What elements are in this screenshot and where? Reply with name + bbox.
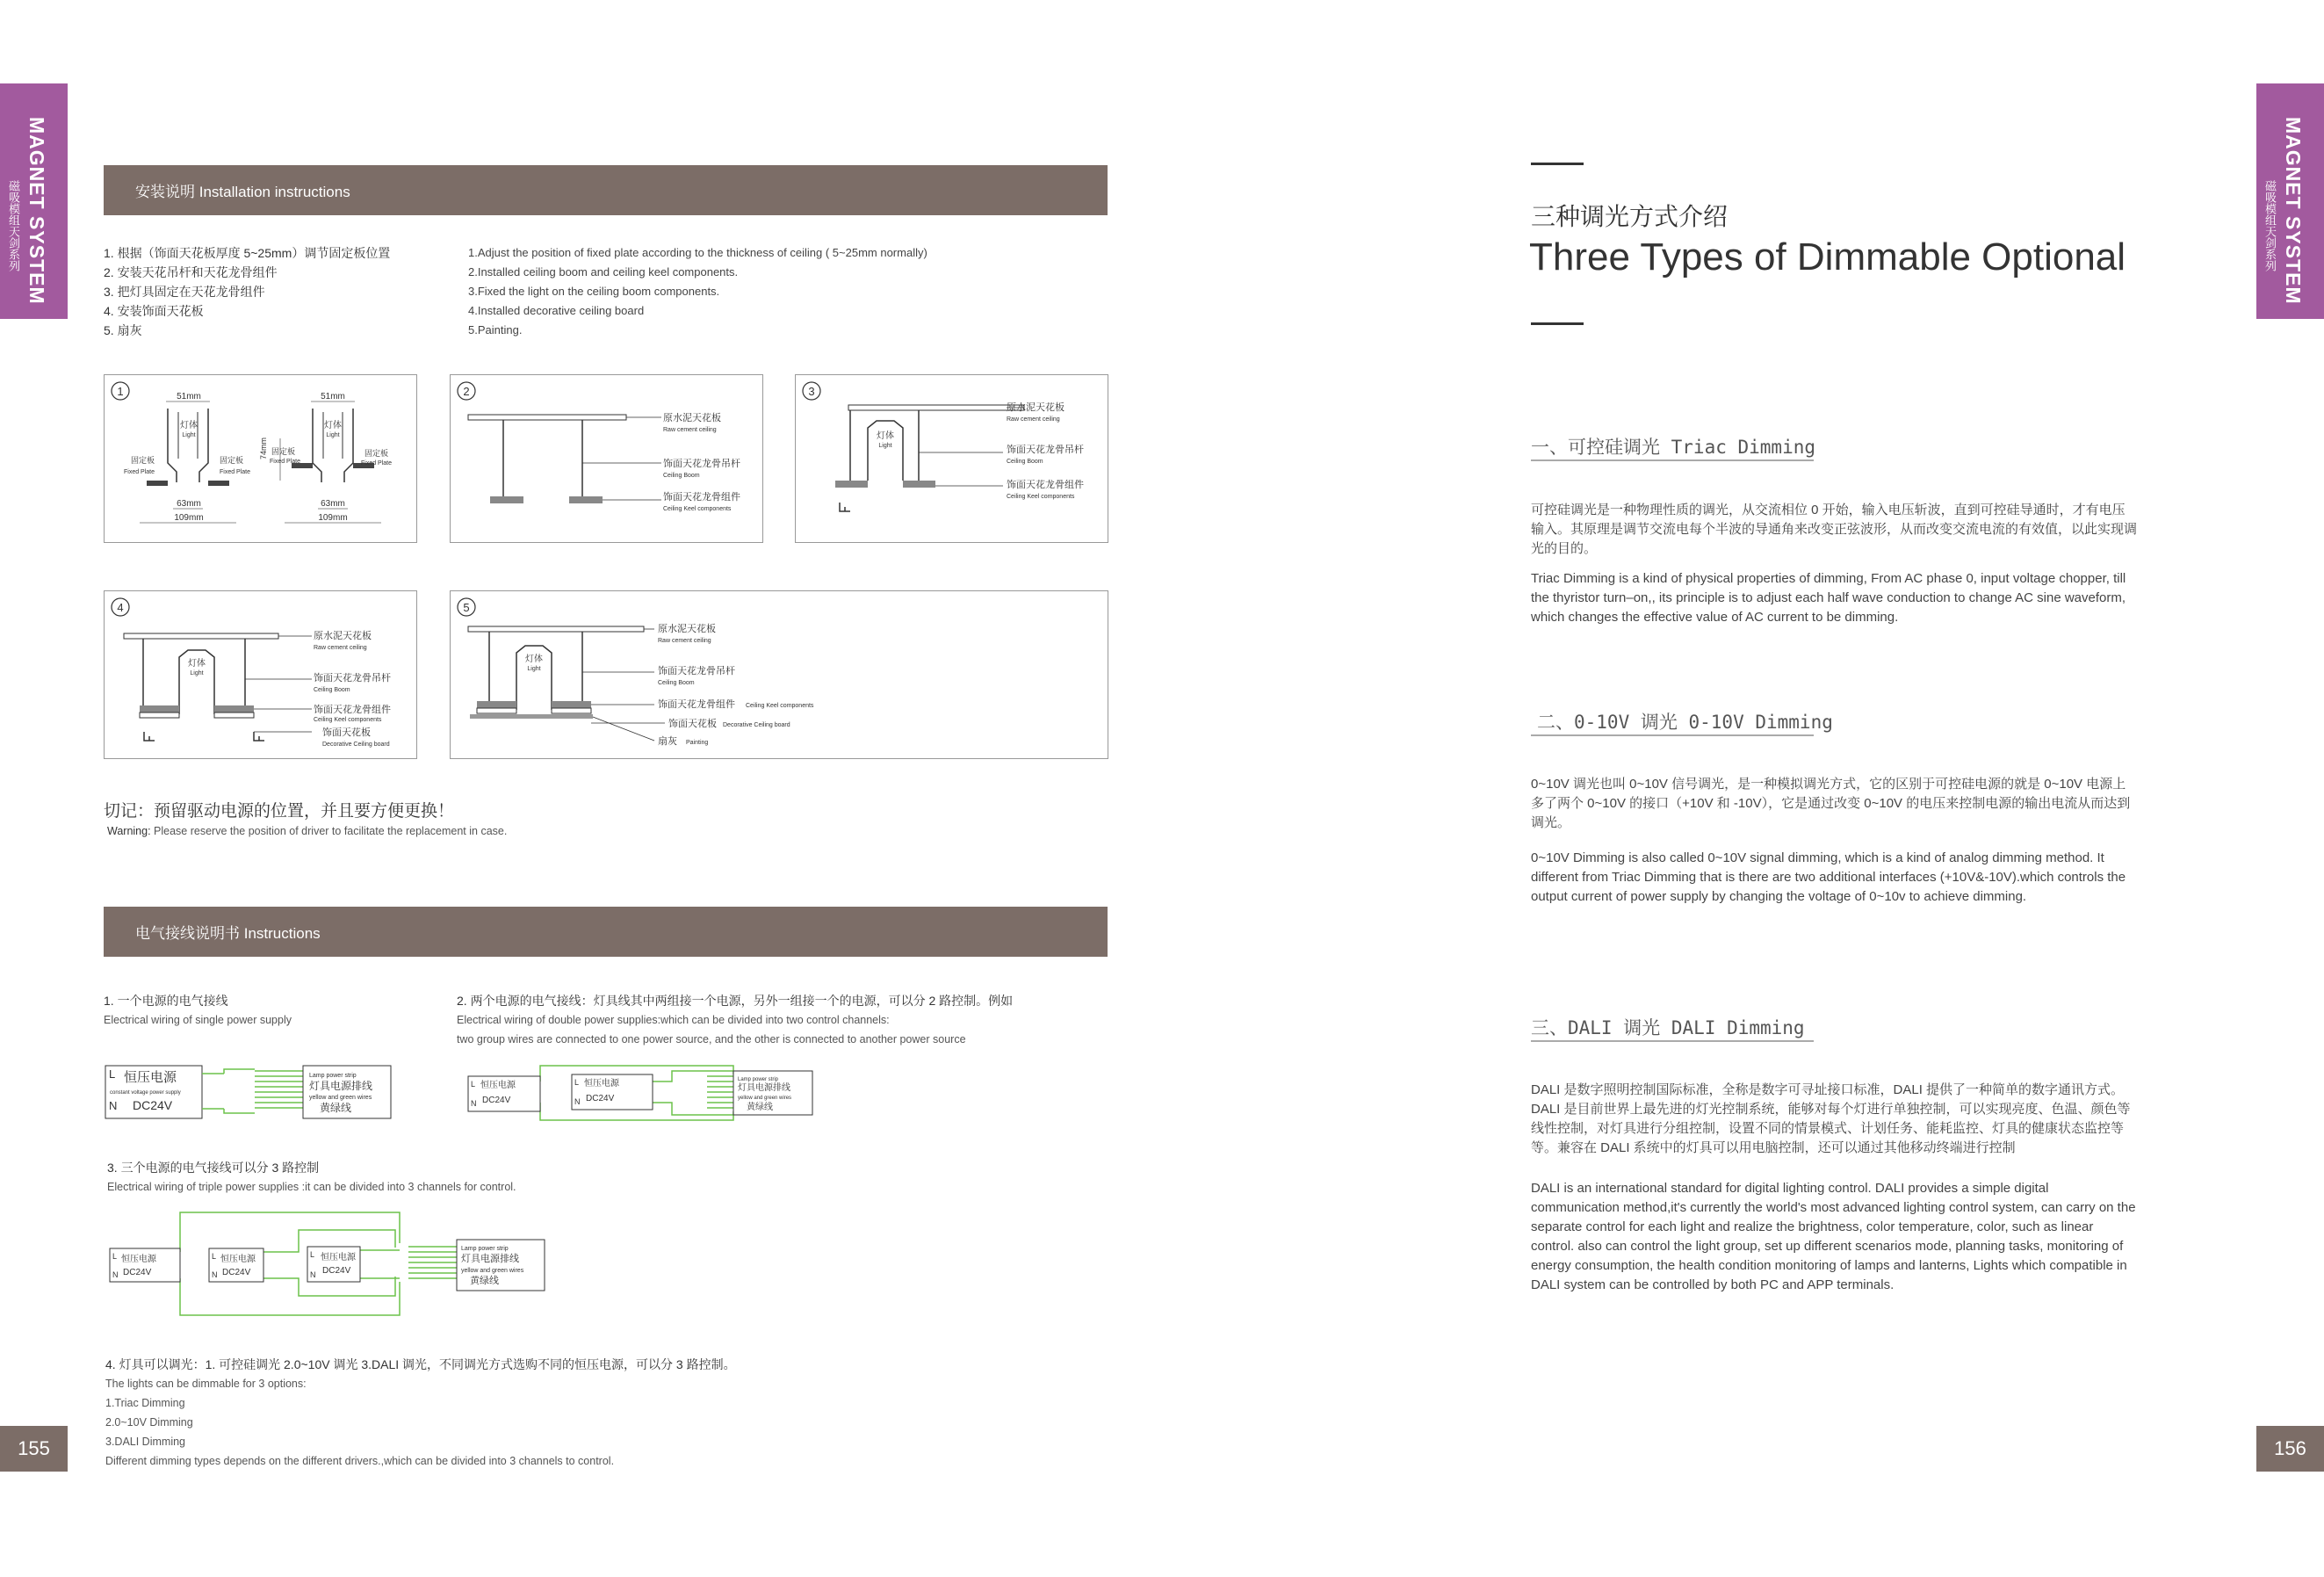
step-cn: 1. 根据（饰面天花板厚度 5~25mm）调节固定板位置: [104, 246, 391, 260]
psu-voltage: DC24V: [482, 1096, 511, 1105]
diagram-1-drawing: [105, 375, 418, 544]
install-steps-en: [468, 243, 927, 340]
warning-label: Warning:: [107, 825, 151, 837]
wiring-item3-cn: 3. 三个电源的电气接线可以分 3 路控制: [107, 1161, 320, 1175]
psu-label-cn: 恒压电源: [124, 1070, 177, 1085]
light-label-cn: 灯体: [877, 431, 894, 441]
light-label-cn: 灯体: [188, 659, 206, 669]
fixed-plate-en: Fixed Plate: [361, 460, 393, 467]
section-triac-underline: [1531, 459, 1814, 461]
raw-ceiling-en: Raw cement ceiling: [1007, 416, 1060, 423]
wiring-item1-en: Electrical wiring of single power supply: [104, 1014, 292, 1026]
diagram-2-drawing: [451, 375, 764, 544]
diagram-step-1: [104, 374, 417, 543]
psu-voltage: DC24V: [133, 1098, 173, 1112]
right-tab-title: MAGNET SYSTEM: [2282, 117, 2305, 305]
step-en: 3.Fixed the light on the ceiling boom components.: [468, 285, 720, 298]
dim-109: 109mm: [318, 513, 348, 523]
dim-63: 63mm: [177, 499, 201, 509]
diagram-step-5: [450, 590, 1108, 759]
strip-label-en: Lamp power strip: [309, 1073, 357, 1079]
wiring-item2-en1: Electrical wiring of double power supplies:which can be divided into two control channels:: [457, 1014, 890, 1026]
left-side-tab: [0, 83, 68, 319]
psu-voltage: DC24V: [586, 1094, 615, 1103]
deco-board-cn: 饰面天花板: [668, 719, 717, 729]
wiring-diagram-triple: [105, 1208, 562, 1318]
dim-109: 109mm: [174, 513, 204, 523]
ceiling-keel-cn: 饰面天花龙骨组件: [1007, 480, 1084, 490]
terminal-N: N: [471, 1099, 477, 1108]
dimming-line: 1.Triac Dimming: [105, 1397, 185, 1409]
wiring-item3-en: Electrical wiring of triple power supplies :it can be divided into 3 channels for control.: [107, 1181, 516, 1193]
raw-ceiling-cn: 原水泥天花板: [314, 631, 372, 641]
raw-ceiling-en: Raw cement ceiling: [314, 645, 367, 651]
page-number-left: 155: [0, 1426, 68, 1472]
terminal-L: L: [310, 1250, 315, 1259]
dimming-line: 3.DALI Dimming: [105, 1436, 185, 1448]
dim-74: 74mm: [259, 437, 268, 459]
diagram-5-drawing: [451, 591, 1109, 760]
painting-cn: 扇灰: [658, 736, 677, 747]
left-tab-title: MAGNET SYSTEM: [25, 117, 48, 305]
light-label-cn: 灯体: [180, 421, 198, 430]
light-label-cn: 灯体: [324, 421, 342, 430]
terminal-N: N: [112, 1270, 119, 1279]
psu-label-cn: 恒压电源: [584, 1079, 619, 1089]
section-010v-cn: 0~10V 调光也叫 0~10V 信号调光，是一种模拟调光方式，它的区别于可控硅电源的就是 0~10V 电源上多了两个 0~10V 的接口（+10V 和 -10V），它是通过改变 0~10V 的电压来控制电源的输出电流从而达到调光。: [1531, 777, 2131, 830]
section-010v-underline: [1531, 734, 1814, 736]
ceiling-boom-en: Ceiling Boom: [1007, 459, 1043, 465]
terminal-L: L: [109, 1067, 116, 1081]
raw-ceiling-en: Raw cement ceiling: [658, 638, 711, 644]
section-dali-en: DALI is an international standard for digital lighting control. DALI provides a simple digital communication method,it's currently the world's most advanced lighting control system, can carry on the separate control for each light and realize the brightness, color temperature, color, such as linear control. also can control the light group, set up different scenarios mode, planning tasks, monitoring of energy consumption, the health condition monitoring of lamps and lanterns, Lights which compatible in DALI system can be controlled by both PC and APP terminals.: [1531, 1181, 2136, 1292]
strip-wires-en: yellow and green wires: [309, 1095, 372, 1101]
terminal-L: L: [574, 1078, 580, 1087]
light-label-en: Light: [326, 432, 340, 438]
wiring-item4-en: [105, 1374, 614, 1471]
fixed-plate-cn: 固定板: [271, 447, 296, 456]
psu-voltage: DC24V: [222, 1268, 251, 1277]
dim-63: 63mm: [321, 499, 345, 509]
dimming-line: 2.0~10V Dimming: [105, 1416, 193, 1429]
diagram-step-4: [104, 590, 417, 759]
step-en: 5.Painting.: [468, 323, 523, 336]
step-cn: 2. 安装天花吊杆和天花龙骨组件: [104, 265, 278, 279]
ceiling-keel-en: Ceiling Keel components: [1007, 494, 1075, 500]
dimming-line: Different dimming types depends on the different drivers.,which can be divided into 3 channels to control.: [105, 1455, 615, 1467]
dim-51: 51mm: [177, 392, 201, 401]
raw-ceiling-cn: 原水泥天花板: [658, 624, 716, 634]
ceiling-keel-en: Ceiling Keel components: [663, 506, 732, 512]
terminal-L: L: [212, 1252, 217, 1261]
raw-ceiling-cn: 原水泥天花板: [1007, 402, 1065, 413]
psu-voltage: DC24V: [322, 1266, 351, 1276]
section-dali-underline: [1531, 1040, 1814, 1042]
strip-wires-cn: 黄绿线: [470, 1276, 499, 1286]
strip-label-en: Lamp power strip: [738, 1077, 779, 1082]
ceiling-keel-en: Ceiling Keel components: [314, 717, 382, 723]
step-cn: 4. 安装饰面天花板: [104, 304, 204, 318]
strip-label-cn: 灯具电源排线: [309, 1080, 373, 1092]
diagram-number: 5: [463, 601, 470, 614]
wiring-diagram-single: [101, 1059, 400, 1138]
psu-voltage: DC24V: [123, 1268, 152, 1277]
light-label-en: Light: [878, 443, 892, 449]
deco-board-en: Decorative Ceiling board: [723, 722, 790, 728]
strip-label-en: Lamp power strip: [461, 1246, 509, 1252]
terminal-N: N: [310, 1270, 316, 1279]
light-label-en: Light: [182, 432, 196, 438]
psu-label-cn: 恒压电源: [321, 1253, 356, 1262]
section-triac-en: Triac Dimming is a kind of physical properties of dimming, From AC phase 0, input voltage chopper, till the thyristor turn–on,, its principle is to adjust each half wave conduction to change AC sine waveform, which changes the effective value of AC current to be dimming.: [1531, 571, 2126, 625]
strip-label-cn: 灯具电源排线: [461, 1254, 519, 1264]
right-title-cn: 三种调光方式介绍: [1531, 202, 1729, 231]
warning-text: Please reserve the position of driver to facilitate the replacement in case.: [150, 825, 508, 837]
warning-en: [107, 821, 507, 841]
dimming-line: The lights can be dimmable for 3 options:: [105, 1378, 307, 1390]
painting-en: Painting: [686, 740, 709, 746]
section-dali-cn: DALI 是数字照明控制国际标准，全称是数字可寻址接口标准，DALI 提供了一种简单的数字通讯方式。DALI 是目前世界上最先进的灯光控制系统，能够对每个灯进行单独控制，可以实现亮度、色温、颜色等线性控制，对灯具进行分组控制，设置不同的情景模式、计划任务、能耗监控、灯具的健康状态监控等等。兼容在 DALI 系统中的灯具可以用电脑控制，还可以通过其他移动终端进行控制: [1531, 1082, 2131, 1155]
title-rule-top: [1531, 163, 1584, 165]
psu-label-cn: 恒压电源: [480, 1081, 516, 1090]
terminal-L: L: [112, 1252, 118, 1261]
ceiling-keel-cn: 饰面天花龙骨组件: [314, 705, 391, 715]
diagram-3-drawing: [796, 375, 1109, 544]
section-triac-title: 一、可控硅调光 Triac Dimming: [1531, 437, 1816, 458]
step-en: 1.Adjust the position of fixed plate according to the thickness of ceiling ( 5~25mm normally): [468, 246, 927, 259]
section-triac-cn: 可控硅调光是一种物理性质的调光，从交流相位 0 开始，输入电压斩波，直到可控硅导通时，才有电压输入。其原理是调节交流电每个半波的导通角来改变正弦波形，从而改变交流电流的有效值，以此实现调光的目的。: [1531, 503, 2138, 556]
diagram-number: 4: [117, 601, 124, 614]
diagram-number: 1: [117, 385, 124, 398]
light-label-en: Light: [527, 666, 541, 672]
raw-ceiling-cn: 原水泥天花板: [663, 413, 721, 423]
ceiling-keel-cn: 饰面天花龙骨组件: [658, 699, 735, 710]
fixed-plate-en: Fixed Plate: [270, 459, 301, 465]
wiring-item2-en2: two group wires are connected to one power source, and the other is connected to another power source: [457, 1033, 966, 1045]
right-tab-subtitle: 磁吸模组天剑系列: [2263, 180, 2277, 271]
diagram-number: 3: [808, 385, 815, 398]
fixed-plate-cn: 固定板: [364, 449, 389, 458]
ceiling-boom-cn: 饰面天花龙骨吊杆: [314, 673, 391, 684]
strip-wires-cn: 黄绿线: [747, 1103, 773, 1112]
deco-board-en: Decorative Ceiling board: [322, 741, 390, 748]
ceiling-boom-cn: 饰面天花龙骨吊杆: [663, 459, 740, 469]
step-en: 2.Installed ceiling boom and ceiling keel components.: [468, 265, 739, 279]
psu-label-cn: 恒压电源: [220, 1255, 256, 1264]
fixed-plate-cn: 固定板: [220, 456, 244, 465]
deco-board-cn: 饰面天花板: [322, 727, 371, 738]
section-010v-en: 0~10V Dimming is also called 0~10V signal dimming, which is a kind of analog dimming method. It different from Triac Dimming that is there are two additional interfaces (+10V&-10V).which controls the output current of power supply by changing the voltage of 0~10v to achieve dimming.: [1531, 850, 2126, 904]
strip-wires-cn: 黄绿线: [320, 1102, 352, 1114]
terminal-N: N: [109, 1099, 118, 1112]
terminal-N: N: [212, 1270, 218, 1279]
wiring-banner: 电气接线说明书 Instructions: [104, 907, 1108, 957]
ceiling-boom-en: Ceiling Boom: [663, 473, 700, 479]
ceiling-boom-cn: 饰面天花龙骨吊杆: [1007, 445, 1084, 455]
ceiling-keel-en: Ceiling Keel components: [746, 703, 814, 709]
right-title-en: Three Types of Dimmable Optional: [1529, 235, 2126, 279]
section-dali-title: 三、DALI 调光 DALI Dimming: [1531, 1017, 1805, 1038]
install-banner: 安装说明 Installation instructions: [104, 165, 1108, 215]
diagram-number: 2: [463, 385, 470, 398]
title-rule-bottom: [1531, 322, 1584, 325]
page-number-right: 156: [2256, 1426, 2324, 1472]
terminal-L: L: [471, 1080, 476, 1089]
ceiling-boom-en: Ceiling Boom: [658, 680, 695, 686]
section-010v-title: 二、0-10V 调光 0-10V Dimming: [1537, 712, 1833, 733]
diagram-4-drawing: [105, 591, 418, 760]
wiring-diagram-double: [461, 1059, 839, 1129]
step-en: 4.Installed decorative ceiling board: [468, 304, 645, 317]
psu-label-en: constant voltage power supply: [110, 1090, 181, 1096]
warning-cn: 切记：预留驱动电源的位置，并且要方便更换！: [104, 801, 455, 821]
light-label-en: Light: [190, 670, 204, 676]
install-steps-cn: [104, 243, 390, 340]
diagram-step-3: [795, 374, 1108, 543]
terminal-N: N: [574, 1097, 581, 1106]
ceiling-keel-cn: 饰面天花龙骨组件: [663, 492, 740, 503]
wiring-item2-cn: 2. 两个电源的电气接线：灯具线其中两组接一个电源，另外一组接一个的电源，可以分 2 路控制。例如: [457, 994, 1014, 1008]
raw-ceiling-en: Raw cement ceiling: [663, 427, 717, 433]
fixed-plate-cn: 固定板: [131, 456, 155, 465]
strip-wires-en: yellow and green wires: [461, 1268, 524, 1274]
fixed-plate-en: Fixed Plate: [124, 469, 155, 475]
dim-51: 51mm: [321, 392, 345, 401]
wiring-item4-cn: 4. 灯具可以调光：1. 可控硅调光 2.0~10V 调光 3.DALI 调光，不同调光方式选购不同的恒压电源，可以分 3 路控制。: [105, 1357, 736, 1371]
step-cn: 3. 把灯具固定在天花龙骨组件: [104, 285, 265, 299]
light-label-cn: 灯体: [525, 655, 543, 664]
strip-label-cn: 灯具电源排线: [738, 1083, 790, 1093]
ceiling-boom-en: Ceiling Boom: [314, 687, 350, 693]
step-cn: 5. 扇灰: [104, 323, 142, 337]
left-tab-subtitle: 磁吸模组天剑系列: [7, 180, 20, 271]
diagram-step-2: [450, 374, 763, 543]
wiring-item1-cn: 1. 一个电源的电气接线: [104, 994, 228, 1008]
ceiling-boom-cn: 饰面天花龙骨吊杆: [658, 666, 735, 676]
psu-label-cn: 恒压电源: [121, 1255, 156, 1264]
strip-wires-en: yellow and green wires: [738, 1096, 792, 1101]
fixed-plate-en: Fixed Plate: [220, 469, 251, 475]
right-side-tab: [2256, 83, 2324, 319]
